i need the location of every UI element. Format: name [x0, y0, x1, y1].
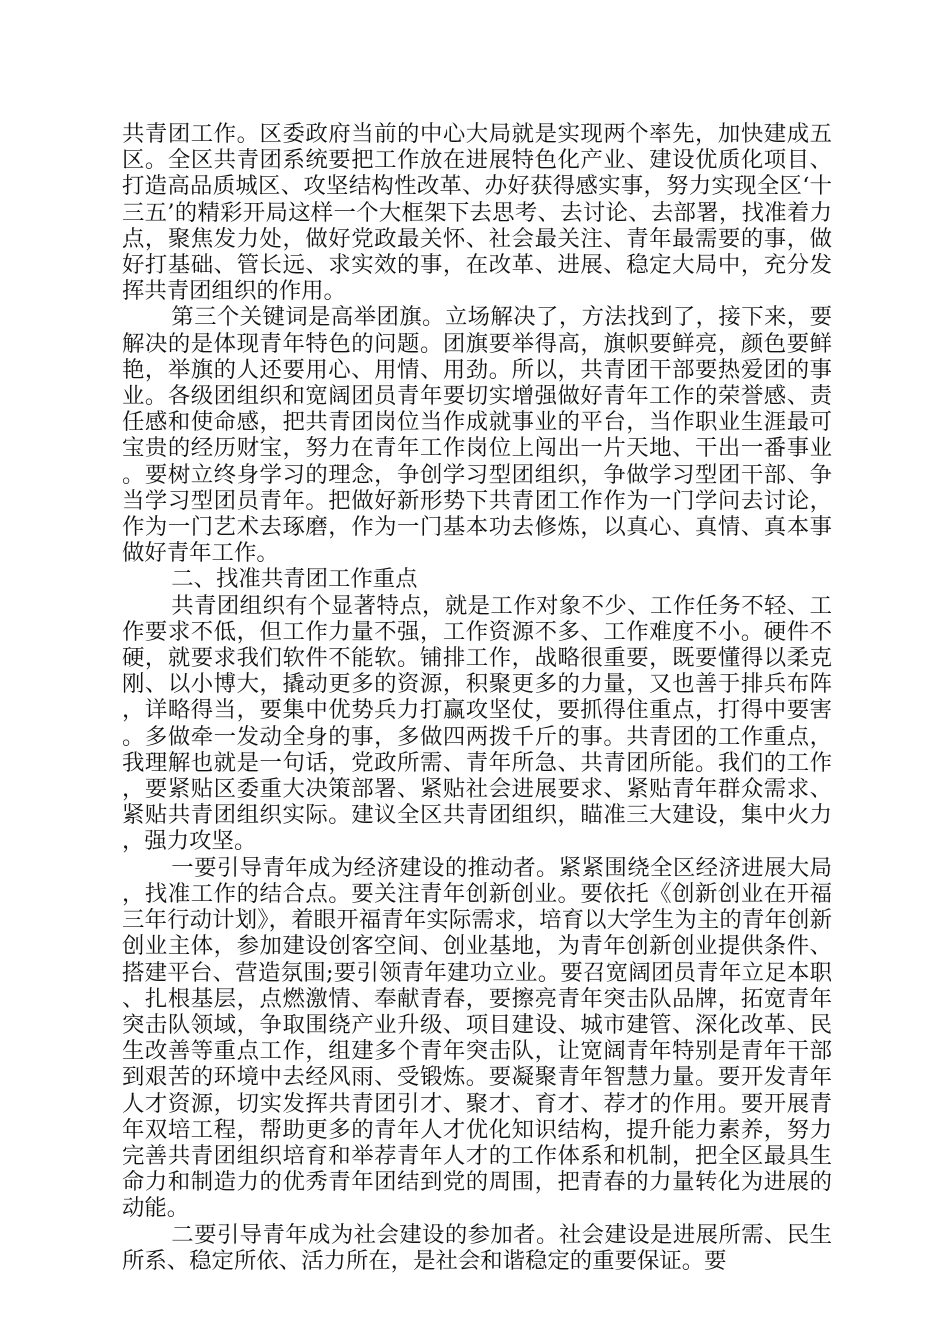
- body-paragraph: 二要引导青年成为社会建设的参加者。社会建设是进展所需、民生所系、稳定所依、活力所在，是社会和谐稳定的重要保证。要: [122, 1221, 832, 1274]
- body-paragraph: 共青团组织有个显著特点，就是工作对象不少、工作任务不轻、工作要求不低，但工作力量不强，工作资源不多、工作难度不小。硬件不硬，就要求我们软件不能软。铺排工作，战略很重要，既要懂得以柔克刚、以小博大，撬动更多的资源，积聚更多的力量，又也善于排兵布阵，详略得当，要集中优势兵力打赢攻坚仗，要抓得住重点，打得中要害。多做牵一发动全身的事，多做四两拨千斤的事。共青团的工作重点，我理解也就是一句话，党政所需、青年所急、共青团所能。我们的工作，要紧贴区委重大决策部署、紧贴社会进展要求、紧贴青年群众需求、紧贴共青团组织实际。建议全区共青团组织，瞄准三大建设，集中火力，强力攻坚。: [122, 592, 832, 855]
- body-paragraph: 第三个关键词是高举团旗。立场解决了，方法找到了，接下来，要解决的是体现青年特色的问题。团旗要举得高，旗帜要鲜亮，颜色要鲜艳，举旗的人还要用心、用情、用劲。所以，共青团干部要热爱团的事业。各级团组织和宽阔团员青年要切实增强做好青年工作的荣誉感、责任感和使命感，把共青团岗位当作成就事业的平台，当作职业生涯最可宝贵的经历财宝，努力在青年工作岗位上闯出一片天地、干出一番事业。要树立终身学习的理念，争创学习型团组织，争做学习型团干部、争当学习型团员青年。把做好新形势下共青团工作作为一门学问去讨论，作为一门艺术去琢磨，作为一门基本功去修炼，以真心、真情、真本事做好青年工作。: [122, 304, 832, 567]
- body-paragraph: 共青团工作。区委政府当前的中心大局就是实现两个率先，加快建成五区。全区共青团系统要把工作放在进展特色化产业、建设优质化项目、打造高品质城区、攻坚结构性改革、办好获得感实事，努力实现全区‘十三五’的精彩开局这样一个大框架下去思考、去讨论、去部署，找准着力点，聚焦发力处，做好党政最关怀、社会最关注、青年最需要的事，做好打基础、管长远、求实效的事，在改革、进展、稳定大局中，充分发挥共青团组织的作用。: [122, 121, 832, 305]
- section-heading: 二、找准共青团工作重点: [171, 566, 418, 593]
- body-paragraph: 一要引导青年成为经济建设的推动者。紧紧围绕全区经济进展大局，找准工作的结合点。要关注青年创新创业。要依托《创新创业在开福三年行动计划》，着眼开福青年实际需求，培育以大学生为主的青年创新创业主体，参加建设创客空间、创业基地，为青年创新创业提供条件、搭建平台、营造氛围;要引领青年建功立业。要召宽阔团员青年立足本职、扎根基层，点燃激情、奉献青春，要擦亮青年突击队品牌，拓宽青年突击队领域，争取围绕产业升级、项目建设、城市建管、深化改革、民生改善等重点工作，组建多个青年突击队，让宽阔青年特别是青年干部到艰苦的环境中去经风雨、受锻炼。要凝聚青年智慧力量。要开发青年人才资源，切实发挥共青团引才、聚才、育才、荐才的作用。要开展青年双培工程，帮助更多的青年人才优化知识结构，提升能力素养，努力完善共青团组织培育和举荐青年人才的工作体系和机制，把全区最具生命力和制造力的优秀青年团结到党的周围，把青春的力量转化为进展的动能。: [122, 854, 832, 1222]
- document-page: [122, 121, 832, 1274]
